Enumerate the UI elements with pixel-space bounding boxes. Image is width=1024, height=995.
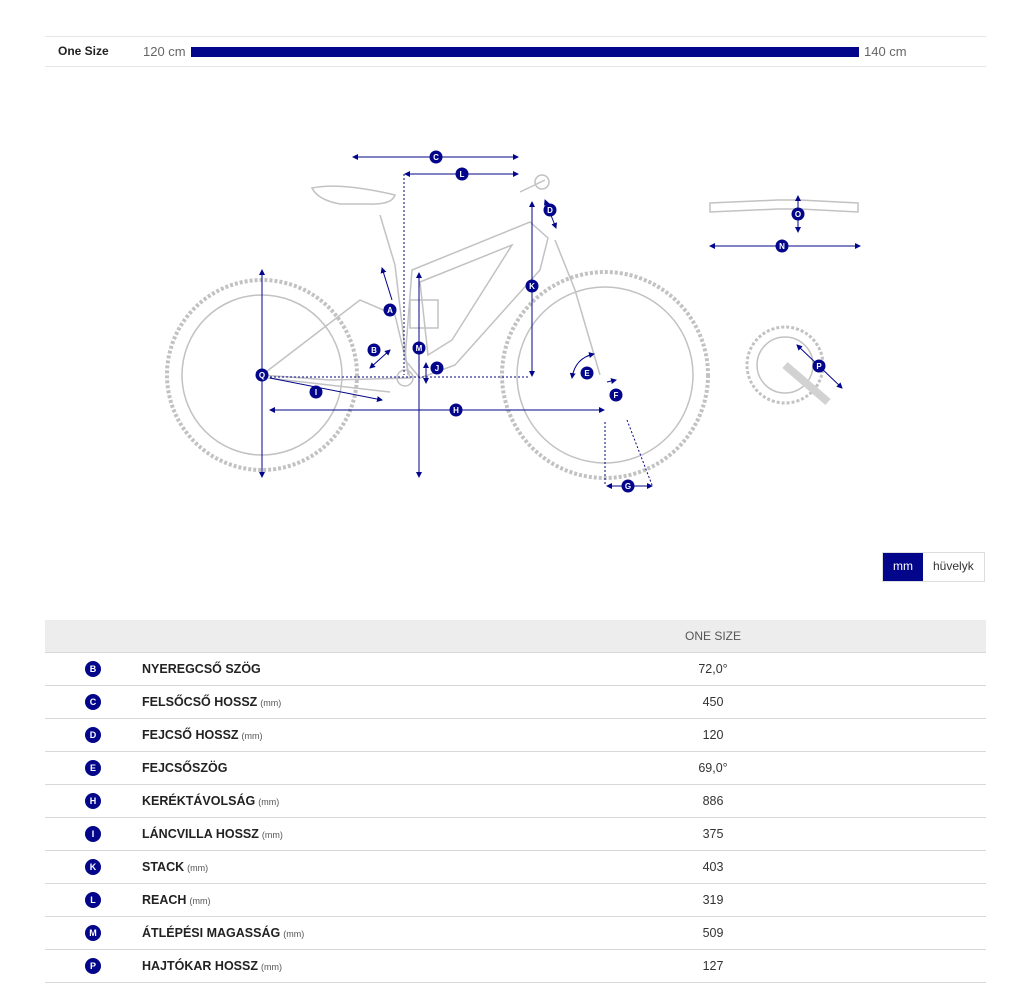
row-spacer [894,785,986,818]
badge-cell [45,719,141,752]
badge-cell [45,884,141,917]
measurement-badge: M [85,925,101,941]
diagram-marker-j [431,362,444,375]
measurement-name [141,785,532,818]
diagram-marker-n [776,240,789,253]
measurement-unit: (mm) [241,731,263,741]
measurement-badge: L [85,892,101,908]
row-spacer [894,884,986,917]
measurement-unit: (mm) [260,962,282,972]
badge-cell [45,851,141,884]
diagram-marker-i [310,386,323,399]
diagram-marker-p [813,360,826,373]
diagram-marker-o [792,208,805,221]
size-column-header: ONE SIZE [532,620,894,653]
stem-bar [520,180,545,192]
rider-size-bar [45,36,986,67]
measurement-badge: P [85,958,101,974]
svg-text:E: E [584,369,590,378]
unit-inch-button[interactable]: hüvelyk [923,553,984,581]
badge-cell [45,917,141,950]
table-row [45,818,986,851]
measurement-value: 450 [532,686,894,719]
badge-cell [45,785,141,818]
header-spacer [45,620,141,653]
diagram-marker-m [413,342,426,355]
measurement-name [141,917,532,950]
table-row [45,719,986,752]
svg-text:G: G [624,482,632,491]
measurement-label: LÁNCVILLA HOSSZ [142,827,259,841]
measurement-label: REACH [142,893,187,907]
diagram-marker-b [368,344,381,357]
header-spacer [141,620,532,653]
measurement-badge: H [85,793,101,809]
measurement-unit: (mm) [261,830,283,840]
measurement-value: 403 [532,851,894,884]
row-spacer [894,851,986,884]
size-label: One Size [58,44,109,58]
table-row [45,851,986,884]
measurement-value: 375 [532,818,894,851]
measurement-value: 127 [532,950,894,983]
svg-text:P: P [816,362,822,371]
row-spacer [894,719,986,752]
measurement-badge: C [85,694,101,710]
measurement-unit: (mm) [260,698,282,708]
diagram-marker-e [581,367,594,380]
diagram-marker-q [256,369,269,382]
table-header-row [45,620,986,653]
svg-text:N: N [779,242,785,251]
measurement-label: STACK [142,860,185,874]
measurement-badge: D [85,727,101,743]
measurement-badge: E [85,760,101,776]
fork [555,240,600,375]
badge-cell [45,818,141,851]
measurement-label: FELSŐCSŐ HOSSZ [142,695,258,709]
measurement-label: KERÉKTÁVOLSÁG [142,794,256,808]
measurement-label: FEJCSŐ HOSSZ [142,728,239,742]
measurement-name [141,686,532,719]
svg-text:H: H [453,406,459,415]
diagram-marker-l [456,168,469,181]
svg-text:O: O [794,210,802,219]
dimension-lines [262,157,860,486]
svg-text:B: B [371,346,377,355]
svg-text:K: K [529,282,535,291]
diagram-marker-c [430,151,443,164]
svg-text:M: M [415,344,423,353]
row-spacer [894,653,986,686]
measurement-name [141,752,532,785]
row-spacer [894,752,986,785]
measurement-value: 72,0° [532,653,894,686]
size-range-track [191,47,859,57]
measurement-value: 120 [532,719,894,752]
table-row [45,884,986,917]
header-spacer [894,620,986,653]
measurement-unit: (mm) [258,797,280,807]
handlebar-detail [710,200,858,212]
bike-drawing [167,175,858,478]
size-max-height: 140 cm [864,44,907,59]
measurement-badge: K [85,859,101,875]
row-spacer [894,917,986,950]
measurement-name [141,653,532,686]
svg-text:F: F [613,391,619,400]
row-spacer [894,686,986,719]
measurement-badge: B [85,661,101,677]
svg-text:Q: Q [258,371,266,380]
front-rim [517,287,693,463]
row-spacer [894,818,986,851]
measurement-badge: I [85,826,101,842]
measurement-unit: (mm) [283,929,305,939]
table-row [45,752,986,785]
measurement-name [141,851,532,884]
svg-text:L: L [459,170,465,179]
diagram-marker-f [610,389,623,402]
measurement-label: NYEREGCSŐ SZÖG [142,662,261,676]
geometry-table [45,620,986,983]
measurement-label: HAJTÓKAR HOSSZ [142,959,258,973]
table-row [45,686,986,719]
measurement-name [141,719,532,752]
measurement-value: 319 [532,884,894,917]
table-row [45,653,986,686]
diagram-marker-a [384,304,397,317]
measurement-label: ÁTLÉPÉSI MAGASSÁG [142,926,281,940]
geometry-diagram [0,90,1024,510]
svg-text:D: D [547,206,553,215]
table-row [45,917,986,950]
badge-cell [45,950,141,983]
diagram-marker-d [544,204,557,217]
measurement-unit: (mm) [187,863,209,873]
measurement-label: FEJCSŐSZÖG [142,761,228,775]
measurement-name [141,818,532,851]
row-spacer [894,950,986,983]
badge-cell [45,752,141,785]
svg-text:J: J [434,364,440,373]
measurement-name [141,884,532,917]
svg-text:C: C [433,153,439,162]
diagram-marker-g [622,480,635,493]
table-row [45,785,986,818]
measurement-value: 509 [532,917,894,950]
badge-cell [45,653,141,686]
svg-text:I: I [314,388,318,397]
size-min-height: 120 cm [143,44,186,59]
geometry-table-body [45,653,986,983]
measurement-value: 886 [532,785,894,818]
saddle [312,186,395,204]
table-row [45,950,986,983]
diagram-marker-h [450,404,463,417]
unit-mm-button[interactable]: mm [883,553,923,581]
measurement-value: 69,0° [532,752,894,785]
svg-text:A: A [387,306,393,315]
badge-cell [45,686,141,719]
diagram-marker-k [526,280,539,293]
measurement-unit: (mm) [189,896,211,906]
unit-toggle [882,552,985,582]
measurement-name [141,950,532,983]
